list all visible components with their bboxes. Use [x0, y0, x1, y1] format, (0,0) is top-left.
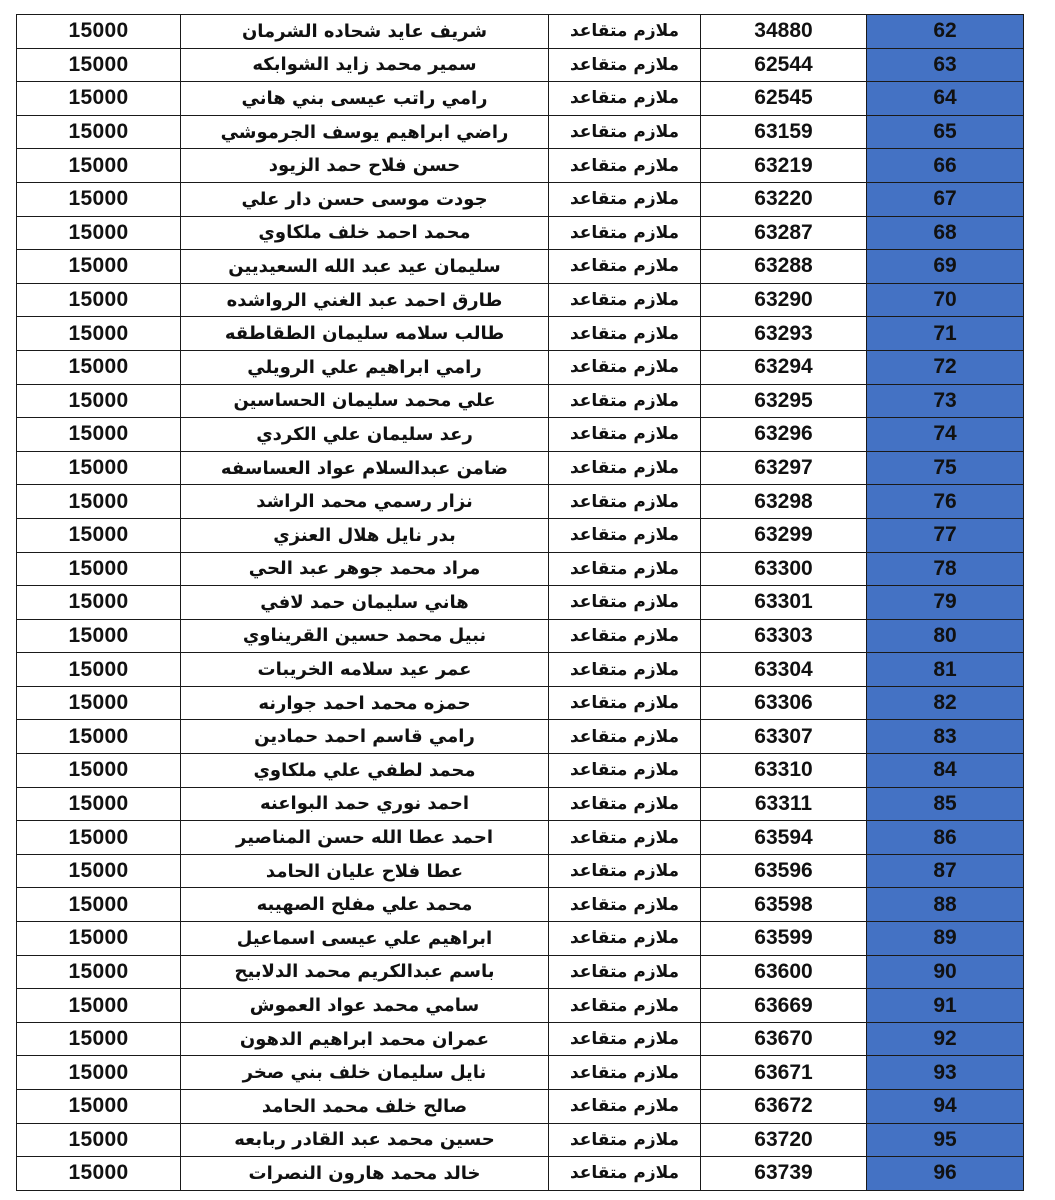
military-number-cell: 63298 — [701, 485, 867, 519]
rank-cell: ملازم متقاعد — [549, 451, 701, 485]
serial-number-cell: 71 — [867, 317, 1024, 351]
military-number-cell: 63296 — [701, 418, 867, 452]
table-row — [17, 1056, 1024, 1090]
amount-cell: 15000 — [17, 619, 181, 653]
table-row — [17, 955, 1024, 989]
amount-cell: 15000 — [17, 451, 181, 485]
serial-number-cell: 88 — [867, 888, 1024, 922]
rank-cell: ملازم متقاعد — [549, 48, 701, 82]
serial-number-cell: 84 — [867, 754, 1024, 788]
rank-cell: ملازم متقاعد — [549, 854, 701, 888]
table-row — [17, 686, 1024, 720]
table-row — [17, 15, 1024, 49]
military-number-cell: 63599 — [701, 922, 867, 956]
military-number-cell: 63670 — [701, 1022, 867, 1056]
table-row — [17, 82, 1024, 116]
table-row — [17, 451, 1024, 485]
amount-cell: 15000 — [17, 250, 181, 284]
military-number-cell: 63669 — [701, 989, 867, 1023]
rank-cell: ملازم متقاعد — [549, 149, 701, 183]
amount-cell: 15000 — [17, 888, 181, 922]
name-cell: نزار رسمي محمد الراشد — [181, 485, 549, 519]
amount-cell: 15000 — [17, 317, 181, 351]
serial-number-cell: 87 — [867, 854, 1024, 888]
amount-cell: 15000 — [17, 350, 181, 384]
military-number-cell: 63303 — [701, 619, 867, 653]
table-row — [17, 854, 1024, 888]
table-row — [17, 754, 1024, 788]
table-row — [17, 1090, 1024, 1124]
table-row — [17, 821, 1024, 855]
table-row — [17, 384, 1024, 418]
serial-number-cell: 77 — [867, 518, 1024, 552]
table-row — [17, 283, 1024, 317]
table-row — [17, 518, 1024, 552]
serial-number-cell: 64 — [867, 82, 1024, 116]
amount-cell: 15000 — [17, 418, 181, 452]
amount-cell: 15000 — [17, 149, 181, 183]
rank-cell: ملازم متقاعد — [549, 418, 701, 452]
rank-cell: ملازم متقاعد — [549, 485, 701, 519]
military-number-cell: 63301 — [701, 586, 867, 620]
table-row — [17, 216, 1024, 250]
serial-number-cell: 62 — [867, 15, 1024, 49]
rank-cell: ملازم متقاعد — [549, 283, 701, 317]
table-row — [17, 989, 1024, 1023]
name-cell: عطا فلاح عليان الحامد — [181, 854, 549, 888]
table-row — [17, 922, 1024, 956]
name-cell: طالب سلامه سليمان الطقاطقه — [181, 317, 549, 351]
serial-number-cell: 66 — [867, 149, 1024, 183]
serial-number-cell: 75 — [867, 451, 1024, 485]
serial-number-cell: 80 — [867, 619, 1024, 653]
table-row — [17, 1157, 1024, 1191]
military-number-cell: 62545 — [701, 82, 867, 116]
serial-number-cell: 81 — [867, 653, 1024, 687]
serial-number-cell: 92 — [867, 1022, 1024, 1056]
name-cell: محمد لطفي علي ملكاوي — [181, 754, 549, 788]
serial-number-cell: 70 — [867, 283, 1024, 317]
table-row — [17, 720, 1024, 754]
military-number-cell: 63290 — [701, 283, 867, 317]
name-cell: رامي راتب عيسى بني هاني — [181, 82, 549, 116]
amount-cell: 15000 — [17, 1056, 181, 1090]
table-row — [17, 115, 1024, 149]
amount-cell: 15000 — [17, 182, 181, 216]
serial-number-cell: 94 — [867, 1090, 1024, 1124]
name-cell: عمران محمد ابراهيم الدهون — [181, 1022, 549, 1056]
rank-cell: ملازم متقاعد — [549, 955, 701, 989]
amount-cell: 15000 — [17, 1123, 181, 1157]
amount-cell: 15000 — [17, 518, 181, 552]
name-cell: مراد محمد جوهر عبد الحي — [181, 552, 549, 586]
name-cell: صالح خلف محمد الحامد — [181, 1090, 549, 1124]
name-cell: سليمان عيد عبد الله السعيديين — [181, 250, 549, 284]
military-number-cell: 63219 — [701, 149, 867, 183]
name-cell: خالد محمد هارون النصرات — [181, 1157, 549, 1191]
name-cell: راضي ابراهيم يوسف الجرموشي — [181, 115, 549, 149]
amount-cell: 15000 — [17, 1022, 181, 1056]
serial-number-cell: 78 — [867, 552, 1024, 586]
amount-cell: 15000 — [17, 283, 181, 317]
amount-cell: 15000 — [17, 48, 181, 82]
retirees-table — [16, 14, 1024, 1191]
military-number-cell: 63304 — [701, 653, 867, 687]
name-cell: بدر نايل هلال العنزي — [181, 518, 549, 552]
military-number-cell: 63739 — [701, 1157, 867, 1191]
serial-number-cell: 95 — [867, 1123, 1024, 1157]
military-number-cell: 63297 — [701, 451, 867, 485]
name-cell: عمر عيد سلامه الخريبات — [181, 653, 549, 687]
name-cell: محمد احمد خلف ملكاوي — [181, 216, 549, 250]
serial-number-cell: 89 — [867, 922, 1024, 956]
rank-cell: ملازم متقاعد — [549, 250, 701, 284]
amount-cell: 15000 — [17, 686, 181, 720]
rank-cell: ملازم متقاعد — [549, 1022, 701, 1056]
rank-cell: ملازم متقاعد — [549, 15, 701, 49]
military-number-cell: 63159 — [701, 115, 867, 149]
military-number-cell: 63671 — [701, 1056, 867, 1090]
name-cell: حمزه محمد احمد جوارنه — [181, 686, 549, 720]
rank-cell: ملازم متقاعد — [549, 787, 701, 821]
rank-cell: ملازم متقاعد — [549, 1123, 701, 1157]
serial-number-cell: 91 — [867, 989, 1024, 1023]
military-number-cell: 63288 — [701, 250, 867, 284]
table-row — [17, 48, 1024, 82]
rank-cell: ملازم متقاعد — [549, 384, 701, 418]
amount-cell: 15000 — [17, 586, 181, 620]
name-cell: جودت موسى حسن دار علي — [181, 182, 549, 216]
table-row — [17, 888, 1024, 922]
amount-cell: 15000 — [17, 485, 181, 519]
name-cell: ابراهيم علي عيسى اسماعيل — [181, 922, 549, 956]
table-row — [17, 317, 1024, 351]
military-number-cell: 63598 — [701, 888, 867, 922]
serial-number-cell: 74 — [867, 418, 1024, 452]
amount-cell: 15000 — [17, 787, 181, 821]
name-cell: رامي قاسم احمد حمادين — [181, 720, 549, 754]
amount-cell: 15000 — [17, 955, 181, 989]
rank-cell: ملازم متقاعد — [549, 115, 701, 149]
military-number-cell: 63600 — [701, 955, 867, 989]
rank-cell: ملازم متقاعد — [549, 350, 701, 384]
name-cell: سمير محمد زايد الشوابكه — [181, 48, 549, 82]
amount-cell: 15000 — [17, 1090, 181, 1124]
amount-cell: 15000 — [17, 922, 181, 956]
rank-cell: ملازم متقاعد — [549, 922, 701, 956]
military-number-cell: 63299 — [701, 518, 867, 552]
name-cell: شريف عايد شحاده الشرمان — [181, 15, 549, 49]
table-row — [17, 182, 1024, 216]
serial-number-cell: 69 — [867, 250, 1024, 284]
rank-cell: ملازم متقاعد — [549, 754, 701, 788]
name-cell: باسم عبدالكريم محمد الدلابيح — [181, 955, 549, 989]
table-row — [17, 586, 1024, 620]
serial-number-cell: 96 — [867, 1157, 1024, 1191]
military-number-cell: 34880 — [701, 15, 867, 49]
amount-cell: 15000 — [17, 82, 181, 116]
serial-number-cell: 65 — [867, 115, 1024, 149]
military-number-cell: 63293 — [701, 317, 867, 351]
name-cell: حسين محمد عبد القادر ربابعه — [181, 1123, 549, 1157]
name-cell: سامي محمد عواد العموش — [181, 989, 549, 1023]
name-cell: نبيل محمد حسين القريناوي — [181, 619, 549, 653]
rank-cell: ملازم متقاعد — [549, 216, 701, 250]
rank-cell: ملازم متقاعد — [549, 1090, 701, 1124]
name-cell: رامي ابراهيم علي الرويلي — [181, 350, 549, 384]
table-row — [17, 1022, 1024, 1056]
name-cell: نايل سليمان خلف بني صخر — [181, 1056, 549, 1090]
serial-number-cell: 86 — [867, 821, 1024, 855]
name-cell: طارق احمد عبد الغني الرواشده — [181, 283, 549, 317]
military-number-cell: 63220 — [701, 182, 867, 216]
military-number-cell: 63294 — [701, 350, 867, 384]
military-number-cell: 63311 — [701, 787, 867, 821]
amount-cell: 15000 — [17, 653, 181, 687]
name-cell: ضامن عبدالسلام عواد العساسفه — [181, 451, 549, 485]
serial-number-cell: 85 — [867, 787, 1024, 821]
rank-cell: ملازم متقاعد — [549, 686, 701, 720]
military-number-cell: 62544 — [701, 48, 867, 82]
rank-cell: ملازم متقاعد — [549, 552, 701, 586]
table-row — [17, 485, 1024, 519]
table-row — [17, 552, 1024, 586]
table-row — [17, 350, 1024, 384]
military-number-cell: 63594 — [701, 821, 867, 855]
military-number-cell: 63596 — [701, 854, 867, 888]
rank-cell: ملازم متقاعد — [549, 720, 701, 754]
military-number-cell: 63295 — [701, 384, 867, 418]
serial-number-cell: 73 — [867, 384, 1024, 418]
name-cell: هاني سليمان حمد لافي — [181, 586, 549, 620]
serial-number-cell: 79 — [867, 586, 1024, 620]
name-cell: محمد علي مفلح الصهيبه — [181, 888, 549, 922]
rank-cell: ملازم متقاعد — [549, 1056, 701, 1090]
table-body — [17, 15, 1024, 1191]
amount-cell: 15000 — [17, 821, 181, 855]
amount-cell: 15000 — [17, 754, 181, 788]
rank-cell: ملازم متقاعد — [549, 317, 701, 351]
serial-number-cell: 83 — [867, 720, 1024, 754]
serial-number-cell: 72 — [867, 350, 1024, 384]
serial-number-cell: 76 — [867, 485, 1024, 519]
serial-number-cell: 68 — [867, 216, 1024, 250]
amount-cell: 15000 — [17, 552, 181, 586]
name-cell: احمد نوري حمد البواعنه — [181, 787, 549, 821]
name-cell: رعد سليمان علي الكردي — [181, 418, 549, 452]
rank-cell: ملازم متقاعد — [549, 653, 701, 687]
military-number-cell: 63672 — [701, 1090, 867, 1124]
military-number-cell: 63300 — [701, 552, 867, 586]
table-row — [17, 418, 1024, 452]
amount-cell: 15000 — [17, 989, 181, 1023]
amount-cell: 15000 — [17, 384, 181, 418]
rank-cell: ملازم متقاعد — [549, 82, 701, 116]
serial-number-cell: 90 — [867, 955, 1024, 989]
table-row — [17, 653, 1024, 687]
military-number-cell: 63306 — [701, 686, 867, 720]
name-cell: احمد عطا الله حسن المناصير — [181, 821, 549, 855]
amount-cell: 15000 — [17, 1157, 181, 1191]
table-row — [17, 1123, 1024, 1157]
name-cell: حسن فلاح حمد الزيود — [181, 149, 549, 183]
serial-number-cell: 93 — [867, 1056, 1024, 1090]
military-number-cell: 63307 — [701, 720, 867, 754]
amount-cell: 15000 — [17, 115, 181, 149]
serial-number-cell: 63 — [867, 48, 1024, 82]
table-row — [17, 619, 1024, 653]
table-row — [17, 149, 1024, 183]
amount-cell: 15000 — [17, 15, 181, 49]
amount-cell: 15000 — [17, 720, 181, 754]
serial-number-cell: 82 — [867, 686, 1024, 720]
rank-cell: ملازم متقاعد — [549, 989, 701, 1023]
table-row — [17, 787, 1024, 821]
rank-cell: ملازم متقاعد — [549, 586, 701, 620]
rank-cell: ملازم متقاعد — [549, 821, 701, 855]
serial-number-cell: 67 — [867, 182, 1024, 216]
rank-cell: ملازم متقاعد — [549, 182, 701, 216]
rank-cell: ملازم متقاعد — [549, 518, 701, 552]
military-number-cell: 63287 — [701, 216, 867, 250]
rank-cell: ملازم متقاعد — [549, 888, 701, 922]
military-number-cell: 63310 — [701, 754, 867, 788]
table-row — [17, 250, 1024, 284]
military-number-cell: 63720 — [701, 1123, 867, 1157]
rank-cell: ملازم متقاعد — [549, 619, 701, 653]
name-cell: علي محمد سليمان الحساسين — [181, 384, 549, 418]
amount-cell: 15000 — [17, 854, 181, 888]
amount-cell: 15000 — [17, 216, 181, 250]
rank-cell: ملازم متقاعد — [549, 1157, 701, 1191]
